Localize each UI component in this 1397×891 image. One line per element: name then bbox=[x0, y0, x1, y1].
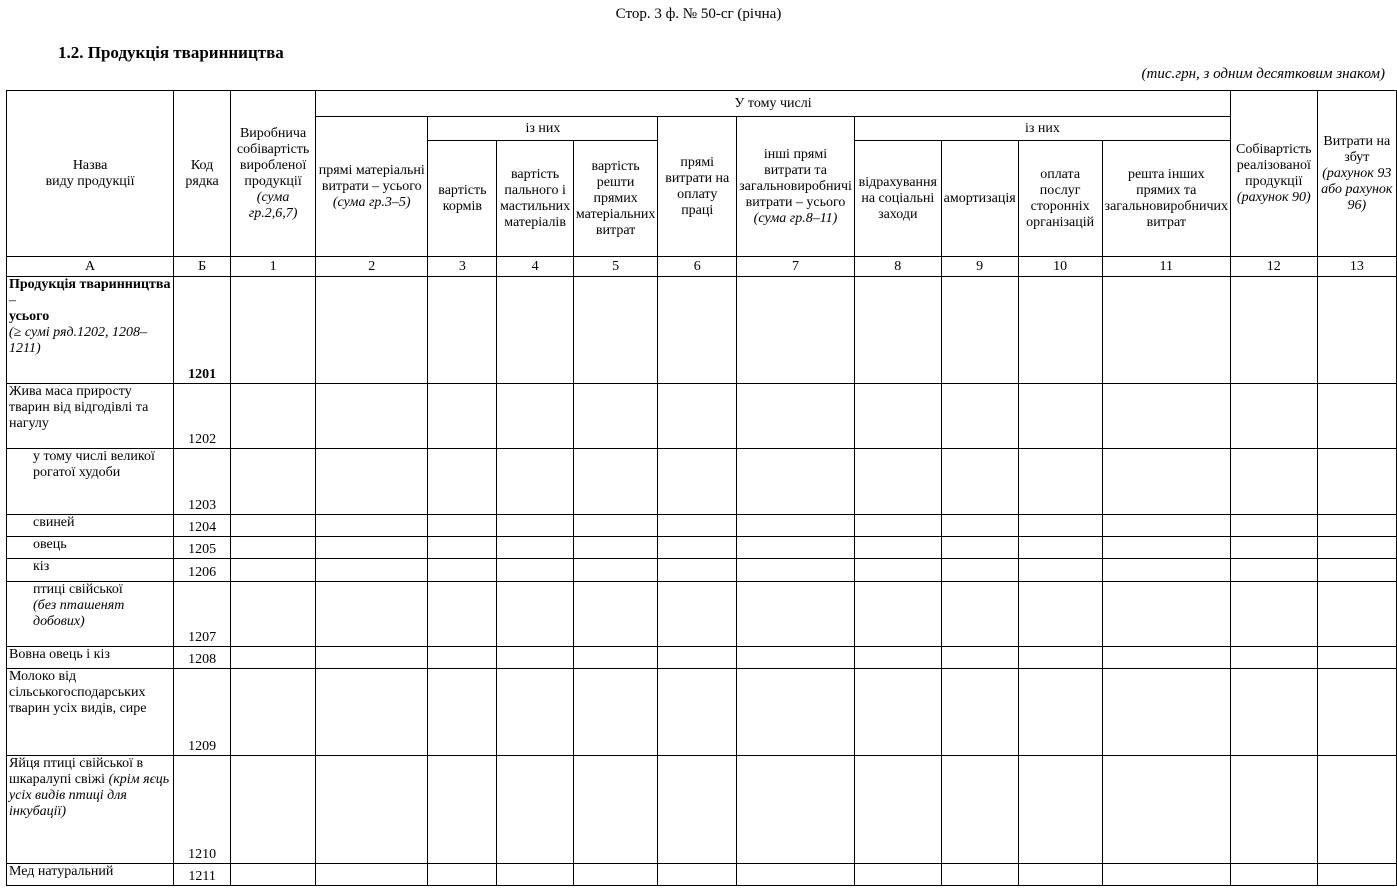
column-numbers-row bbox=[7, 257, 1397, 277]
data-cell[interactable] bbox=[658, 277, 737, 384]
section-title: 1.2. Продукція тваринництва bbox=[58, 43, 284, 62]
header-col-8 bbox=[854, 141, 941, 257]
data-cell[interactable] bbox=[1317, 384, 1396, 449]
data-cell[interactable] bbox=[316, 449, 428, 515]
header-col-12-note: (рахунок 90) bbox=[1236, 189, 1311, 205]
row-code: 1205 bbox=[174, 537, 231, 559]
data-cell[interactable] bbox=[231, 515, 316, 537]
data-cell[interactable] bbox=[573, 449, 658, 515]
data-cell[interactable] bbox=[573, 277, 658, 384]
data-cell[interactable] bbox=[1317, 669, 1396, 756]
header-col-13 bbox=[1317, 91, 1396, 257]
data-cell[interactable] bbox=[1230, 384, 1317, 449]
table-row bbox=[7, 515, 1397, 537]
data-cell[interactable] bbox=[316, 559, 428, 582]
data-cell[interactable] bbox=[497, 559, 573, 582]
data-cell[interactable] bbox=[231, 669, 316, 756]
header-col-8-text: відрахування на соціальні заходи bbox=[858, 174, 937, 222]
data-cell[interactable] bbox=[231, 449, 316, 515]
table-row bbox=[7, 537, 1397, 559]
header-of-them-1 bbox=[428, 117, 658, 141]
page-header: Стор. 3 ф. № 50-сг (річна) bbox=[615, 6, 782, 22]
data-cell[interactable] bbox=[941, 537, 1018, 559]
data-cell[interactable] bbox=[316, 515, 428, 537]
data-cell[interactable] bbox=[737, 582, 855, 647]
header-col-1 bbox=[231, 91, 316, 257]
row-code: 1201 bbox=[174, 277, 231, 384]
data-cell[interactable] bbox=[428, 559, 497, 582]
data-cell[interactable] bbox=[1230, 864, 1317, 886]
data-cell[interactable] bbox=[1230, 756, 1317, 864]
row-label bbox=[7, 669, 174, 756]
data-cell[interactable] bbox=[316, 277, 428, 384]
data-cell[interactable] bbox=[658, 537, 737, 559]
header-col-13-text: Витрати на збут bbox=[1323, 133, 1391, 165]
data-cell[interactable] bbox=[1102, 756, 1230, 864]
data-cell[interactable] bbox=[316, 647, 428, 669]
row-label bbox=[7, 647, 174, 669]
data-cell[interactable] bbox=[1018, 647, 1102, 669]
header-of-them-2 bbox=[854, 117, 1230, 141]
header-col-1-note: (сума гр.2,6,7) bbox=[248, 189, 298, 221]
data-cell[interactable] bbox=[1102, 515, 1230, 537]
data-cell[interactable] bbox=[497, 277, 573, 384]
header-col-5 bbox=[573, 141, 658, 257]
data-cell[interactable] bbox=[231, 756, 316, 864]
header-code-column bbox=[174, 91, 231, 257]
data-cell[interactable] bbox=[428, 647, 497, 669]
data-cell[interactable] bbox=[231, 864, 316, 886]
data-cell[interactable] bbox=[497, 449, 573, 515]
data-cell[interactable] bbox=[1230, 515, 1317, 537]
data-cell[interactable] bbox=[1102, 669, 1230, 756]
data-cell[interactable] bbox=[1102, 559, 1230, 582]
header-in-that-number-text: У тому числі bbox=[734, 95, 812, 111]
data-cell[interactable] bbox=[1018, 669, 1102, 756]
data-cell[interactable] bbox=[1317, 515, 1396, 537]
header-col-3 bbox=[428, 141, 497, 257]
column-number: 13 bbox=[1317, 257, 1396, 277]
row-label-text-2: усього bbox=[9, 309, 50, 324]
data-cell[interactable] bbox=[573, 384, 658, 449]
data-cell[interactable] bbox=[658, 384, 737, 449]
table-row bbox=[7, 449, 1397, 515]
data-cell[interactable] bbox=[231, 647, 316, 669]
column-number: 1 bbox=[231, 257, 316, 277]
production-cost-table bbox=[6, 90, 1397, 886]
column-number: 6 bbox=[658, 257, 737, 277]
column-number: 7 bbox=[737, 257, 855, 277]
column-number: Б bbox=[174, 257, 231, 277]
header-in-that-number bbox=[316, 91, 1231, 117]
data-cell[interactable] bbox=[316, 582, 428, 647]
data-cell[interactable] bbox=[1102, 449, 1230, 515]
row-label bbox=[7, 515, 174, 537]
header-col-9 bbox=[941, 141, 1018, 257]
data-cell[interactable] bbox=[1317, 864, 1396, 886]
header-col-12-text: Собівартість реалізованої продукції bbox=[1236, 141, 1312, 189]
data-cell[interactable] bbox=[1230, 559, 1317, 582]
data-cell[interactable] bbox=[1018, 756, 1102, 864]
column-number: 4 bbox=[497, 257, 573, 277]
data-cell[interactable] bbox=[428, 669, 497, 756]
data-cell[interactable] bbox=[1102, 647, 1230, 669]
data-cell[interactable] bbox=[1317, 537, 1396, 559]
column-number: 3 bbox=[428, 257, 497, 277]
data-cell[interactable] bbox=[1317, 756, 1396, 864]
data-cell[interactable] bbox=[854, 756, 941, 864]
table-row bbox=[7, 559, 1397, 582]
data-cell[interactable] bbox=[316, 864, 428, 886]
header-row-1 bbox=[7, 91, 1397, 117]
column-number: А bbox=[7, 257, 174, 277]
row-label bbox=[7, 559, 174, 582]
data-cell[interactable] bbox=[854, 537, 941, 559]
row-label bbox=[7, 277, 174, 384]
data-cell[interactable] bbox=[854, 559, 941, 582]
row-label-text: Вовна овець і кіз bbox=[9, 647, 110, 662]
data-cell[interactable] bbox=[1018, 515, 1102, 537]
data-cell[interactable] bbox=[1230, 669, 1317, 756]
table-row bbox=[7, 582, 1397, 647]
data-cell[interactable] bbox=[573, 647, 658, 669]
data-cell[interactable] bbox=[1102, 277, 1230, 384]
row-label bbox=[7, 864, 174, 886]
data-cell[interactable] bbox=[573, 864, 658, 886]
header-col-2-note: (сума гр.3–5) bbox=[332, 194, 411, 210]
data-cell[interactable] bbox=[1317, 277, 1396, 384]
header-col-9-text: амортизація bbox=[943, 190, 1016, 206]
data-cell[interactable] bbox=[1230, 647, 1317, 669]
data-cell[interactable] bbox=[497, 864, 573, 886]
row-label-note: (≥ сумі ряд.1202, 1208–1211) bbox=[9, 325, 148, 356]
data-cell[interactable] bbox=[1317, 647, 1396, 669]
column-number: 11 bbox=[1102, 257, 1230, 277]
data-cell[interactable] bbox=[854, 515, 941, 537]
data-cell[interactable] bbox=[854, 647, 941, 669]
table-row bbox=[7, 756, 1397, 864]
data-cell[interactable] bbox=[428, 582, 497, 647]
data-cell[interactable] bbox=[1018, 449, 1102, 515]
data-cell[interactable] bbox=[497, 582, 573, 647]
data-cell[interactable] bbox=[1230, 537, 1317, 559]
header-col-6-text: прямі витрати на оплату праці bbox=[665, 154, 730, 218]
column-number: 5 bbox=[573, 257, 658, 277]
row-label-note: (крім яєць усіх видів птиці для інкубації) bbox=[9, 772, 170, 819]
data-cell[interactable] bbox=[428, 864, 497, 886]
data-cell[interactable] bbox=[658, 582, 737, 647]
data-cell[interactable] bbox=[658, 515, 737, 537]
header-col-11 bbox=[1102, 141, 1230, 257]
header-col-6 bbox=[658, 117, 737, 257]
data-cell[interactable] bbox=[1230, 277, 1317, 384]
row-label-text: овець bbox=[33, 537, 67, 552]
data-cell[interactable] bbox=[231, 384, 316, 449]
data-cell[interactable] bbox=[854, 669, 941, 756]
data-cell[interactable] bbox=[1018, 864, 1102, 886]
data-cell[interactable] bbox=[428, 384, 497, 449]
data-cell[interactable] bbox=[854, 277, 941, 384]
column-number: 2 bbox=[316, 257, 428, 277]
data-cell[interactable] bbox=[428, 537, 497, 559]
data-cell[interactable] bbox=[737, 449, 855, 515]
data-cell[interactable] bbox=[658, 449, 737, 515]
row-label bbox=[7, 537, 174, 559]
data-cell[interactable] bbox=[573, 515, 658, 537]
row-label-text: Молоко від сільськогосподарських тварин усіх видів, сире bbox=[9, 669, 147, 716]
data-cell[interactable] bbox=[428, 756, 497, 864]
row-label-text: Жива маса приросту тварин від відгодівлі та нагулу bbox=[9, 384, 149, 431]
data-cell[interactable] bbox=[1018, 384, 1102, 449]
row-code: 1207 bbox=[174, 582, 231, 647]
header-col-7-text: інші прямі витрати та загальновиробничі витрати – усього bbox=[739, 146, 852, 210]
data-cell[interactable] bbox=[658, 559, 737, 582]
data-cell[interactable] bbox=[941, 756, 1018, 864]
data-cell[interactable] bbox=[1102, 537, 1230, 559]
row-label-note: (без пташенят добових) bbox=[33, 598, 125, 629]
data-cell[interactable] bbox=[231, 277, 316, 384]
data-cell[interactable] bbox=[231, 537, 316, 559]
column-number: 10 bbox=[1018, 257, 1102, 277]
row-label-text: кіз bbox=[33, 559, 50, 574]
data-cell[interactable] bbox=[941, 559, 1018, 582]
row-code: 1211 bbox=[174, 864, 231, 886]
data-cell[interactable] bbox=[1317, 582, 1396, 647]
data-cell[interactable] bbox=[737, 384, 855, 449]
header-col-10 bbox=[1018, 141, 1102, 257]
data-cell[interactable] bbox=[737, 559, 855, 582]
data-cell[interactable] bbox=[1102, 582, 1230, 647]
row-label-text: свиней bbox=[33, 515, 75, 530]
data-cell[interactable] bbox=[737, 537, 855, 559]
column-number: 12 bbox=[1230, 257, 1317, 277]
column-number: 8 bbox=[854, 257, 941, 277]
header-of-them-1-text: із них bbox=[525, 120, 561, 136]
data-cell[interactable] bbox=[737, 756, 855, 864]
data-cell[interactable] bbox=[1102, 384, 1230, 449]
data-cell[interactable] bbox=[854, 864, 941, 886]
column-number: 9 bbox=[941, 257, 1018, 277]
data-cell[interactable] bbox=[573, 669, 658, 756]
data-cell[interactable] bbox=[497, 669, 573, 756]
header-col-1-text: Виробнича собівартість виробленої продукції bbox=[236, 125, 310, 189]
header-col-5-text: вартість решти прямих матеріальних витрат bbox=[575, 158, 656, 238]
data-cell[interactable] bbox=[316, 537, 428, 559]
row-label-text: Продукція тваринництва bbox=[9, 277, 171, 292]
row-code: 1210 bbox=[174, 756, 231, 864]
header-name-column bbox=[7, 91, 174, 257]
row-code: 1206 bbox=[174, 559, 231, 582]
data-cell[interactable] bbox=[573, 537, 658, 559]
row-code: 1208 bbox=[174, 647, 231, 669]
data-cell[interactable] bbox=[231, 559, 316, 582]
data-cell[interactable] bbox=[316, 384, 428, 449]
data-cell[interactable] bbox=[1018, 582, 1102, 647]
header-col-11-text: решта інших прямих та загальновиробничих витрат bbox=[1104, 166, 1228, 230]
header-col-12 bbox=[1230, 91, 1317, 257]
data-cell[interactable] bbox=[941, 669, 1018, 756]
data-cell[interactable] bbox=[658, 669, 737, 756]
data-cell[interactable] bbox=[316, 669, 428, 756]
row-code: 1203 bbox=[174, 449, 231, 515]
row-label bbox=[7, 582, 174, 647]
data-cell[interactable] bbox=[573, 559, 658, 582]
data-cell[interactable] bbox=[658, 864, 737, 886]
row-label bbox=[7, 449, 174, 515]
data-cell[interactable] bbox=[497, 756, 573, 864]
header-col-4 bbox=[497, 141, 573, 257]
row-label-text: Яйця птиці свійської в шкаралупі свіжі bbox=[9, 756, 144, 787]
row-label-text: у тому числі великої рогатої худоби bbox=[33, 449, 155, 480]
data-cell[interactable] bbox=[497, 384, 573, 449]
data-cell[interactable] bbox=[941, 647, 1018, 669]
header-name-text: Назва виду продукції bbox=[45, 157, 135, 189]
data-cell[interactable] bbox=[737, 647, 855, 669]
header-col-13-note: (рахунок 93 або рахунок 96) bbox=[1321, 165, 1393, 213]
data-cell[interactable] bbox=[941, 582, 1018, 647]
header-code-text: Код рядка bbox=[185, 157, 219, 189]
header-col-10-text: оплата послуг сторонніх організацій bbox=[1026, 166, 1095, 230]
data-cell[interactable] bbox=[428, 449, 497, 515]
data-cell[interactable] bbox=[316, 756, 428, 864]
data-cell[interactable] bbox=[1102, 864, 1230, 886]
data-cell[interactable] bbox=[1018, 537, 1102, 559]
data-cell[interactable] bbox=[1230, 449, 1317, 515]
row-label-text: птиці свійської bbox=[33, 582, 123, 597]
units-note: (тис.грн, з одним десятковим знаком) bbox=[1141, 66, 1385, 82]
row-label-dash: – bbox=[9, 293, 16, 308]
data-cell[interactable] bbox=[658, 756, 737, 864]
data-cell[interactable] bbox=[573, 582, 658, 647]
data-cell[interactable] bbox=[941, 449, 1018, 515]
table-row bbox=[7, 647, 1397, 669]
header-of-them-2-text: із них bbox=[1025, 120, 1060, 136]
data-cell[interactable] bbox=[737, 277, 855, 384]
table-row bbox=[7, 669, 1397, 756]
table-row bbox=[7, 277, 1397, 384]
data-cell[interactable] bbox=[737, 864, 855, 886]
table-row bbox=[7, 384, 1397, 449]
data-cell[interactable] bbox=[1018, 277, 1102, 384]
data-cell[interactable] bbox=[941, 864, 1018, 886]
data-cell[interactable] bbox=[854, 582, 941, 647]
data-cell[interactable] bbox=[854, 449, 941, 515]
data-cell[interactable] bbox=[737, 669, 855, 756]
header-col-2-text: прямі матеріальні витрати – усього bbox=[318, 162, 425, 194]
header-col-3-text: вартість кормів bbox=[438, 182, 487, 214]
data-cell[interactable] bbox=[658, 647, 737, 669]
header-col-2 bbox=[316, 117, 428, 257]
data-cell[interactable] bbox=[1018, 559, 1102, 582]
data-cell[interactable] bbox=[941, 515, 1018, 537]
data-cell[interactable] bbox=[941, 384, 1018, 449]
data-cell[interactable] bbox=[497, 537, 573, 559]
data-cell[interactable] bbox=[573, 756, 658, 864]
data-cell[interactable] bbox=[941, 277, 1018, 384]
data-cell[interactable] bbox=[231, 582, 316, 647]
header-col-4-text: вартість пального і мастильних матеріалів bbox=[500, 166, 571, 230]
data-cell[interactable] bbox=[428, 515, 497, 537]
data-cell[interactable] bbox=[1230, 582, 1317, 647]
data-cell[interactable] bbox=[497, 515, 573, 537]
row-label bbox=[7, 756, 174, 864]
data-cell[interactable] bbox=[428, 277, 497, 384]
row-label bbox=[7, 384, 174, 449]
row-code: 1204 bbox=[174, 515, 231, 537]
row-code: 1209 bbox=[174, 669, 231, 756]
row-label-text: Мед натуральний bbox=[9, 864, 114, 879]
header-col-7 bbox=[737, 117, 855, 257]
table-row bbox=[7, 864, 1397, 886]
data-cell[interactable] bbox=[854, 384, 941, 449]
header-col-7-note: (сума гр.8–11) bbox=[753, 210, 838, 226]
data-cell[interactable] bbox=[1317, 449, 1396, 515]
data-cell[interactable] bbox=[497, 647, 573, 669]
data-cell[interactable] bbox=[737, 515, 855, 537]
data-cell[interactable] bbox=[1317, 559, 1396, 582]
row-code: 1202 bbox=[174, 384, 231, 449]
